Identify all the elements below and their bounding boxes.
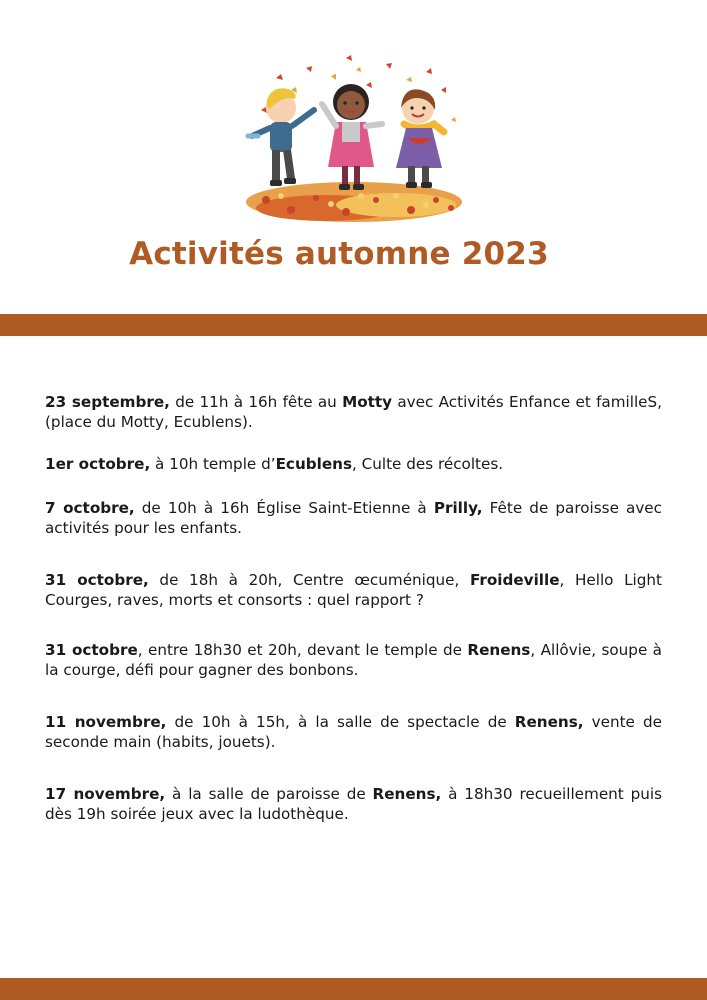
children-autumn-illustration [236, 50, 472, 228]
event-item: 7 octobre, de 10h à 16h Église Saint-Etienne à Prilly, Fête de paroisse avec activités pour les enfants. [45, 499, 662, 537]
event-date: 17 novembre, [45, 785, 166, 803]
event-item: 31 octobre, de 18h à 20h, Centre œcuménique, Froideville, Hello Light Courges, raves, morts et consorts : quel rapport ? [45, 571, 662, 609]
event-item: 31 octobre, entre 18h30 et 20h, devant le temple de Renens, Allôvie, soupe à la courge, défi pour gagner des bonbons. [45, 641, 662, 679]
event-place: Renens [467, 641, 531, 659]
event-date: 7 octobre, [45, 499, 135, 517]
header-divider-band [0, 314, 707, 336]
event-date: 11 novembre, [45, 713, 167, 731]
event-item: 1er octobre, à 10h temple d’Ecublens, Culte des récoltes. [45, 455, 504, 473]
event-place: Prilly, [433, 499, 483, 517]
footer-divider-band [0, 978, 707, 1000]
event-place: Renens, [514, 713, 584, 731]
event-place: Renens, [372, 785, 442, 803]
page-title: Activités automne 2023 [129, 236, 549, 272]
event-date: 31 octobre [45, 641, 138, 659]
event-date: 23 septembre, [45, 393, 170, 411]
event-place: Froideville [469, 571, 560, 589]
event-date: 31 octobre, [45, 571, 149, 589]
event-item: 17 novembre, à la salle de paroisse de Renens, à 18h30 recueillement puis dès 19h soirée jeux avec la ludothèque. [45, 785, 662, 823]
event-item: 23 septembre, de 11h à 16h fête au Motty avec Activités Enfance et familleS, (place du Motty, Ecublens). [45, 393, 662, 431]
event-place: Ecublens [275, 455, 352, 473]
event-place: Motty [342, 393, 393, 411]
event-date: 1er octobre, [45, 455, 151, 473]
event-item: 11 novembre, de 10h à 15h, à la salle de spectacle de Renens, vente de seconde main (habits, jouets). [45, 713, 662, 751]
